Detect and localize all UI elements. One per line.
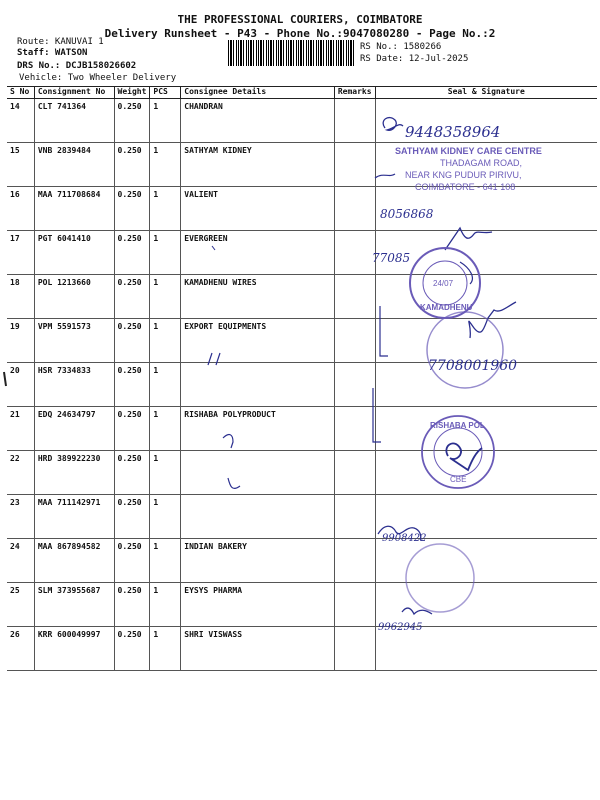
- cell-consignment: KRR 600049997: [34, 627, 114, 671]
- cell-pcs: 1: [150, 99, 181, 143]
- cell-signature: [375, 363, 597, 407]
- cell-consignee: EVERGREEN: [181, 231, 335, 275]
- cell-remarks: [334, 319, 375, 363]
- rs-date: RS Date: 12-Jul-2025: [360, 54, 469, 64]
- cell-sno: 14: [7, 99, 34, 143]
- cell-sno: 18: [7, 275, 34, 319]
- cell-sno: 23: [7, 495, 34, 539]
- cell-sno: 25: [7, 583, 34, 627]
- cell-consignee: [181, 363, 335, 407]
- stamp-top-21: RISHABA POL: [430, 421, 485, 430]
- cell-consignment: POL 1213660: [34, 275, 114, 319]
- cell-signature: [375, 187, 597, 231]
- document-title: THE PROFESSIONAL COURIERS, COIMBATORE: [177, 13, 423, 26]
- cell-weight: 0.250: [114, 407, 150, 451]
- cell-signature: [375, 407, 597, 451]
- cell-weight: 0.250: [114, 539, 150, 583]
- handwritten-phone-14: 9448358964: [405, 123, 501, 141]
- barcode: [228, 40, 356, 66]
- cell-consignee: RISHABA POLYPRODUCT: [181, 407, 335, 451]
- cell-pcs: 1: [150, 495, 181, 539]
- runsheet-table: [7, 86, 597, 671]
- cell-consignee: SHRI VISWASS: [181, 627, 335, 671]
- cell-sno: 22: [7, 451, 34, 495]
- table-row: [7, 627, 597, 671]
- col-header-remarks: Remarks: [334, 87, 375, 99]
- cell-signature: [375, 231, 597, 275]
- handwritten-number-24: 9908422: [382, 533, 427, 544]
- cell-pcs: 1: [150, 319, 181, 363]
- cell-remarks: [334, 583, 375, 627]
- stamp-line-3: NEAR KNG PUDUR PIRIVU,: [405, 170, 522, 180]
- cell-pcs: 1: [150, 539, 181, 583]
- cell-remarks: [334, 187, 375, 231]
- cell-consignee: EYSYS PHARMA: [181, 583, 335, 627]
- table-body: [7, 99, 597, 671]
- vehicle-label: Vehicle: Two Wheeler Delivery: [19, 73, 177, 83]
- stamp-text-18: KAMADHENU: [420, 303, 473, 312]
- cell-consignment: PGT 6041410: [34, 231, 114, 275]
- table-row: [7, 231, 597, 275]
- cell-remarks: [334, 627, 375, 671]
- cell-consignment: SLM 373955687: [34, 583, 114, 627]
- table-row: [7, 583, 597, 627]
- cell-signature: [375, 143, 597, 187]
- cell-remarks: [334, 99, 375, 143]
- table-row: [7, 99, 597, 143]
- table-row: [7, 319, 597, 363]
- cell-pcs: 1: [150, 583, 181, 627]
- cell-pcs: 1: [150, 275, 181, 319]
- cell-pcs: 1: [150, 187, 181, 231]
- col-header-consignment: Consignment No: [34, 87, 114, 99]
- cell-consignee: VALIENT: [181, 187, 335, 231]
- cell-signature: [375, 495, 597, 539]
- cell-weight: 0.250: [114, 363, 150, 407]
- cell-signature: [375, 583, 597, 627]
- cell-weight: 0.250: [114, 275, 150, 319]
- cell-weight: 0.250: [114, 451, 150, 495]
- handwritten-number-17: 77085: [372, 251, 411, 265]
- stamp-bottom-21: CBE: [450, 475, 467, 484]
- cell-weight: 0.250: [114, 143, 150, 187]
- cell-weight: 0.250: [114, 583, 150, 627]
- cell-sno: 24: [7, 539, 34, 583]
- cell-signature: [375, 275, 597, 319]
- col-header-weight: Weight: [114, 87, 150, 99]
- cell-pcs: 1: [150, 627, 181, 671]
- table-row: [7, 187, 597, 231]
- cell-consignment: MAA 711142971: [34, 495, 114, 539]
- stamp-line-2: THADAGAM ROAD,: [440, 158, 523, 168]
- cell-remarks: [334, 539, 375, 583]
- cell-consignee: [181, 495, 335, 539]
- stamp-line-4: COIMBATORE - 641 108: [415, 182, 516, 192]
- cell-consignment: MAA 867894582: [34, 539, 114, 583]
- cell-consignment: VPM 5591573: [34, 319, 114, 363]
- table-header-row: [7, 87, 597, 99]
- cell-remarks: [334, 451, 375, 495]
- cell-remarks: [334, 363, 375, 407]
- cell-weight: 0.250: [114, 231, 150, 275]
- col-header-pcs: PCS: [150, 87, 181, 99]
- cell-pcs: 1: [150, 231, 181, 275]
- cell-consignment: MAA 711708684: [34, 187, 114, 231]
- cell-pcs: 1: [150, 143, 181, 187]
- cell-sno: 26: [7, 627, 34, 671]
- cell-sno: 20: [7, 363, 34, 407]
- drs-number: DRS No.: DCJB158026602: [17, 61, 137, 71]
- cell-weight: 0.250: [114, 627, 150, 671]
- cell-weight: 0.250: [114, 99, 150, 143]
- cell-sno: 16: [7, 187, 34, 231]
- col-header-sno: S No: [7, 87, 34, 99]
- cell-signature: [375, 451, 597, 495]
- cell-signature: [375, 99, 597, 143]
- handwritten-number-26: 9962945: [378, 622, 423, 633]
- cell-sno: 21: [7, 407, 34, 451]
- table-row: [7, 143, 597, 187]
- cell-consignee: CHANDRAN: [181, 99, 335, 143]
- cell-consignment: HRD 389922230: [34, 451, 114, 495]
- staff-label: Staff: WATSON: [17, 48, 88, 58]
- table-row: [7, 495, 597, 539]
- col-header-consignee: Consignee Details: [181, 87, 335, 99]
- runsheet-subtitle: Delivery Runsheet - P43 - Phone No.:9047080280 - Page No.:2: [104, 27, 496, 40]
- cell-sno: 17: [7, 231, 34, 275]
- cell-remarks: [334, 143, 375, 187]
- stamp-line-1: SATHYAM KIDNEY CARE CENTRE: [395, 146, 542, 156]
- table-row: [7, 539, 597, 583]
- route-label: Route: KANUVAI 1: [17, 37, 104, 47]
- cell-consignee: EXPORT EQUIPMENTS: [181, 319, 335, 363]
- cell-pcs: 1: [150, 363, 181, 407]
- cell-consignment: EDQ 24634797: [34, 407, 114, 451]
- cell-consignee: SATHYAM KIDNEY: [181, 143, 335, 187]
- cell-remarks: [334, 275, 375, 319]
- cell-sno: 19: [7, 319, 34, 363]
- cell-remarks: [334, 495, 375, 539]
- cell-pcs: 1: [150, 407, 181, 451]
- table-row: [7, 407, 597, 451]
- col-header-signature: Seal & Signature: [375, 87, 597, 99]
- cell-consignee: [181, 451, 335, 495]
- cell-consignment: HSR 7334833: [34, 363, 114, 407]
- cell-consignee: KAMADHENU WIRES: [181, 275, 335, 319]
- cell-weight: 0.250: [114, 187, 150, 231]
- cell-weight: 0.250: [114, 495, 150, 539]
- table-row: [7, 275, 597, 319]
- rs-number: RS No.: 1580266: [360, 42, 442, 52]
- cell-signature: [375, 627, 597, 671]
- table-row: [7, 363, 597, 407]
- margin-mark: [4, 372, 6, 386]
- table-row: [7, 451, 597, 495]
- stamp-date-18: 24/07: [433, 279, 454, 288]
- cell-consignment: CLT 741364: [34, 99, 114, 143]
- cell-consignment: VNB 2839484: [34, 143, 114, 187]
- cell-sno: 15: [7, 143, 34, 187]
- handwritten-number-16: 8056868: [380, 207, 434, 221]
- cell-remarks: [334, 407, 375, 451]
- cell-consignee: INDIAN BAKERY: [181, 539, 335, 583]
- cell-weight: 0.250: [114, 319, 150, 363]
- cell-signature: [375, 539, 597, 583]
- cell-remarks: [334, 231, 375, 275]
- cell-signature: [375, 319, 597, 363]
- cell-pcs: 1: [150, 451, 181, 495]
- handwritten-number-19: 7708001960: [428, 358, 518, 374]
